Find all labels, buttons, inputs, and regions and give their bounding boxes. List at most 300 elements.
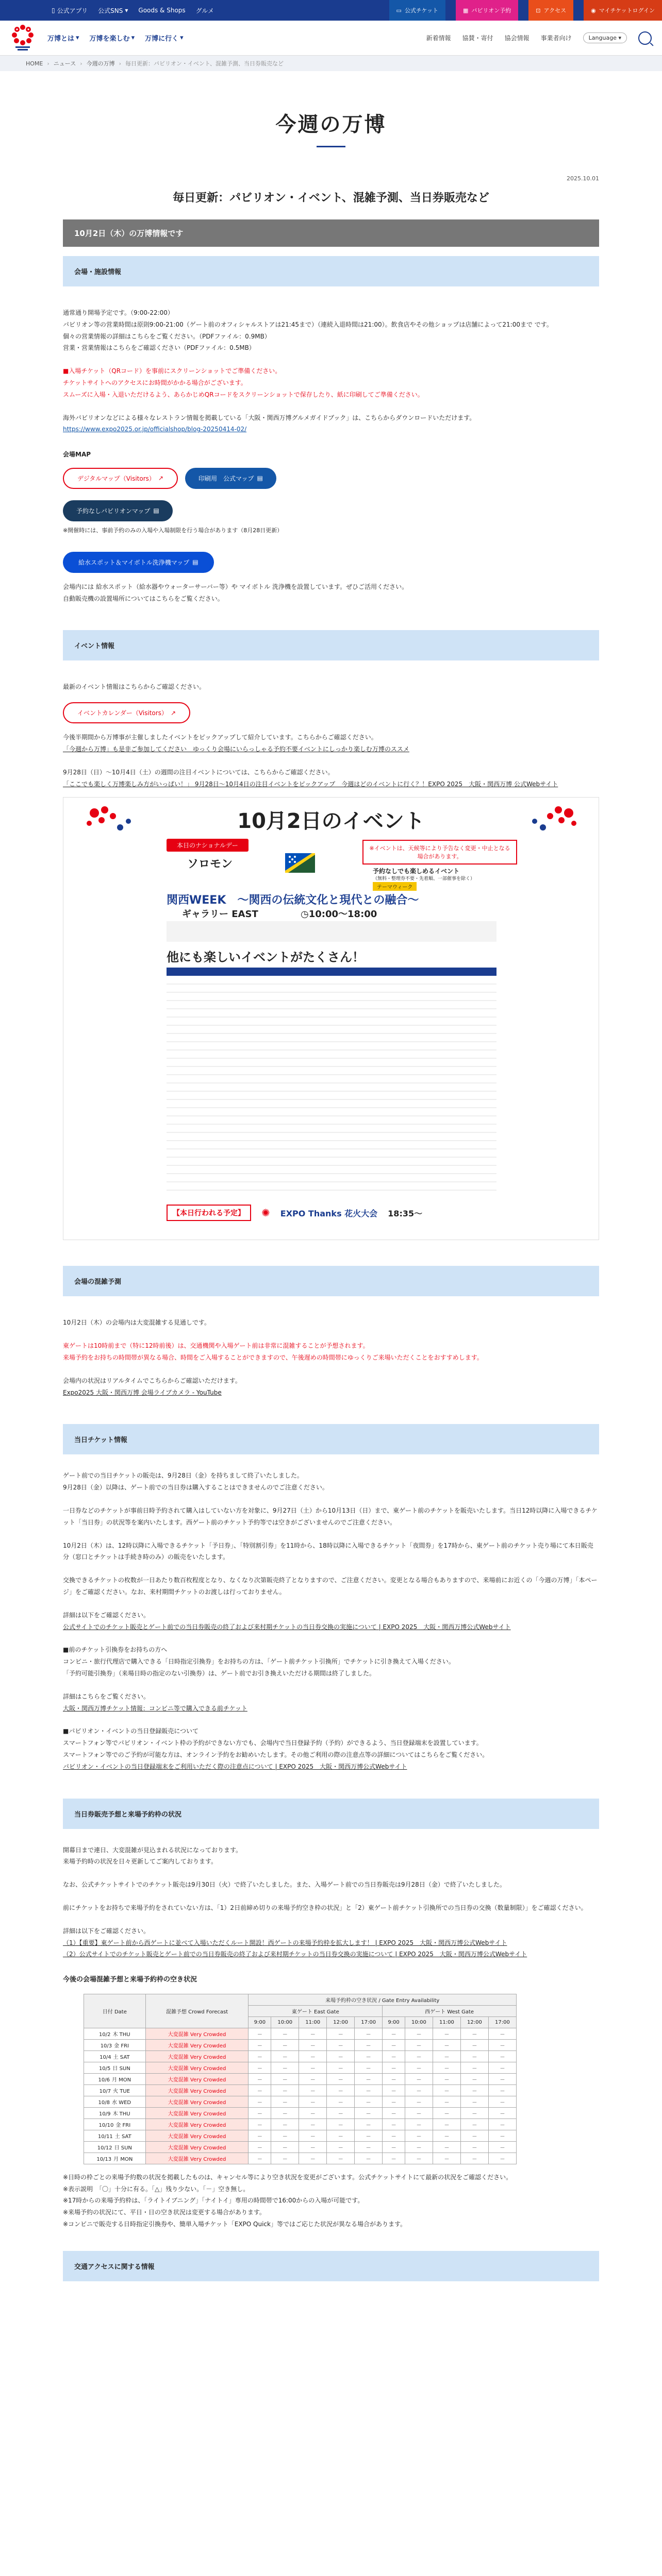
row-date-weekday: 水 WED [112, 2099, 131, 2106]
availability-cell: － [355, 2107, 383, 2119]
topbar-sns[interactable]: 公式SNS ▾ [98, 7, 128, 14]
topbar-official-app[interactable]: ▯ 公式アプリ [52, 7, 88, 14]
availability-cell: － [460, 2107, 488, 2119]
row-crowd: 大変混雑 Very Crowded [145, 2096, 249, 2107]
availability-cell: － [271, 2119, 299, 2130]
chevron-down-icon: ▾ [125, 7, 128, 14]
search-icon[interactable] [638, 31, 652, 45]
availability-cell: － [488, 2084, 516, 2096]
time-header: 10:00 [271, 2016, 299, 2028]
time-header: 11:00 [433, 2016, 460, 2028]
firework-icon: ✺ [261, 1207, 270, 1219]
poster-closing-label: 【本日行われる予定】 [167, 1205, 251, 1221]
water-note: 会場内には 給水スポット（給水器やウォーターサーバー等）や マイボトル 洗浄機を設置しています。ぜひご活用ください。 [63, 583, 408, 590]
qr-warning: スムーズに入場・入退いただけるよう、あらかじめQRコードをスクリーンショットで保存したり、紙に印刷してご準備ください。 [63, 391, 424, 398]
availability-cell: － [488, 2073, 516, 2084]
availability-cell: － [355, 2119, 383, 2130]
print-map-button[interactable]: 印刷用 公式マップ ▤ [185, 468, 276, 489]
availability-cell: － [488, 2107, 516, 2119]
gate-section [63, 1844, 599, 1961]
ticket-text: ■前のチケット引換券をお持ちの方へ [63, 1646, 168, 1654]
availability-cell: － [460, 2141, 488, 2153]
row-crowd: 大変混雑 Very Crowded [145, 2141, 249, 2153]
availability-cell: － [383, 2050, 405, 2062]
availability-cell: － [299, 2107, 327, 2119]
article-headline: 毎日更新：パビリオン・イベント、混雑予測、当日券販売など [173, 192, 489, 205]
availability-cell: － [299, 2130, 327, 2141]
top-utility-bar [0, 0, 662, 21]
availability-cell: － [327, 2039, 355, 2050]
ticket-text: 詳細はこちらをご覧ください。 [63, 1692, 150, 1700]
row-date [84, 2096, 146, 2107]
row-crowd: 大変混雑 Very Crowded [145, 2119, 249, 2130]
event-calendar-button[interactable]: イベントカレンダー（Visitors） ↗ [63, 702, 190, 723]
national-day-country: ソロモン [187, 858, 233, 871]
chevron-right-icon: › [47, 60, 49, 67]
row-date-weekday: 木 THU [112, 2111, 130, 2117]
qr-warning: チケットサイトへのアクセスにお時間がかかる場合がございます。 [63, 379, 247, 386]
ticket-link[interactable]: パビリオン・イベントの当日登録端末をご利用いただく際の注意点について | EXPO 2025 大阪・関西万博公式Webサイト [63, 1762, 407, 1770]
availability-cell: － [383, 2039, 405, 2050]
availability-cell: － [299, 2153, 327, 2164]
poster-other-events: 他にも楽しいイベントがたくさん！ [167, 950, 365, 965]
table-row [84, 2130, 517, 2141]
row-crowd: 大変混雑 Very Crowded [145, 2073, 249, 2084]
row-date-day: 10/8 [98, 2099, 110, 2106]
availability-cell: － [299, 2062, 327, 2073]
topbar-ticket-button[interactable]: ▭ 公式チケット [389, 0, 445, 21]
availability-cell: － [488, 2119, 516, 2130]
availability-cell: － [249, 2062, 271, 2073]
row-date [84, 2039, 146, 2050]
ticket-text: 詳細は以下をご確認ください。 [63, 1611, 150, 1619]
availability-cell: － [249, 2107, 271, 2119]
availability-cell: － [433, 2096, 460, 2107]
events-text: 今後半期間から万博事が主催しましたイベントをピックアップして紹介しています。こちらからご確認ください。 [63, 734, 377, 741]
availability-cell: － [488, 2153, 516, 2164]
gourmet-guide-link[interactable]: https://www.expo2025.or.jp/officialshop/blog-20250414-02/ [63, 426, 247, 433]
row-crowd: 大変混雑 Very Crowded [145, 2028, 249, 2039]
availability-cell: － [355, 2062, 383, 2073]
row-crowd: 大変混雑 Very Crowded [145, 2153, 249, 2164]
availability-cell: － [271, 2096, 299, 2107]
availability-cell: － [488, 2039, 516, 2050]
availability-cell: － [327, 2119, 355, 2130]
gate-text: 前にチケットをお持ちで来場予約をされていない方は、「1）2日前締め切りの来場予約空き枠の状況」と「2）東ゲート前チケット引換所での当日券の交換（数量制限）」をご確認ください。 [63, 1904, 587, 1911]
availability-cell: － [249, 2084, 271, 2096]
table-row [84, 2084, 517, 2096]
availability-cell: － [249, 2073, 271, 2084]
row-date [84, 2073, 146, 2084]
reservation-notes [63, 2172, 599, 2230]
availability-cell: － [433, 2084, 460, 2096]
crowd-warning: 東ゲートは10時前まで（特に12時前後）は、交通機関や入場ゲート前は非常に混雑することが予想されます。 [63, 1342, 369, 1350]
poster-theme-week: テーマウィーク [373, 882, 417, 891]
availability-cell: － [405, 2073, 433, 2084]
row-date [84, 2028, 146, 2039]
reservation-note: ※日時の枠ごとの来場予約数の状況を掲載したものは、キャンセル等により空き状況を変更がございます。公式チケットサイトにて最新の状況をご確認ください。 [63, 2173, 512, 2181]
row-date [84, 2050, 146, 2062]
topbar-login-button[interactable]: ◉ マイチケットログイン [584, 0, 662, 21]
national-day-label: 本日のナショナルデー [167, 839, 249, 852]
availability-cell: － [271, 2039, 299, 2050]
availability-cell: － [433, 2141, 460, 2153]
nav-enjoy-expo[interactable]: 万博を楽しむ ▾ [89, 34, 135, 43]
topbar-gourmet[interactable]: グルメ [195, 7, 214, 14]
hours-line: 通常通り開場予定です。（9:00-22:00） [63, 309, 174, 316]
availability-cell: － [355, 2028, 383, 2039]
gourmet-guide-text: 海外パビリオンなどによる様々なレストラン情報を掲載している「大阪・関西万博グルメガイドブック」は、こちらからダウンロードいただけます。 [63, 414, 476, 421]
ticket-text: 「予約可能引換券」（来場日時の指定のない引換券）は、ゲート前でお引き換えいただける期間は終了しました。 [63, 1669, 376, 1677]
poster-title: 10月2日のイベント [237, 809, 425, 834]
ticket-link[interactable]: 大阪・関西万博チケット情報：コンビニ等で購入できる前チケット [63, 1704, 247, 1712]
poster-fireworks: EXPO Thanks 花火大会 [280, 1208, 378, 1218]
section-events-heading: イベント情報 [63, 630, 599, 660]
availability-cell: － [271, 2141, 299, 2153]
availability-cell: － [383, 2028, 405, 2039]
topbar-goods[interactable]: Goods & Shops [138, 7, 186, 14]
availability-cell: － [355, 2153, 383, 2164]
availability-cell: － [488, 2096, 516, 2107]
crowd-text: 10月2日（木）の会場内は大変混雑する見通しです。 [63, 1319, 210, 1327]
ticket-text: 9月28日（金）以降は、ゲート前での当日券は購入することはできませんのでご注意ください。 [63, 1484, 328, 1492]
time-header: 11:00 [299, 2016, 327, 2028]
table-row [84, 2050, 517, 2062]
availability-cell: － [249, 2141, 271, 2153]
nav-about-expo[interactable]: 万博とは ▾ [47, 34, 79, 43]
availability-cell: － [405, 2141, 433, 2153]
availability-cell: － [271, 2084, 299, 2096]
poster-description [167, 921, 496, 942]
clock-icon: ◷ [301, 909, 309, 920]
row-date-weekday: 土 SAT [113, 2054, 130, 2060]
availability-cell: － [299, 2073, 327, 2084]
gate-text: 来場予約時の状況を日々更新してご案内しております。 [63, 1858, 218, 1866]
availability-cell: － [383, 2096, 405, 2107]
availability-cell: － [271, 2050, 299, 2062]
topbar-access-button[interactable]: ⊡ アクセス [528, 0, 573, 21]
col-date: 日付 Date [84, 1994, 146, 2028]
availability-cell: － [405, 2084, 433, 2096]
event-poster [63, 797, 599, 1240]
table-row [84, 2153, 517, 2164]
reservation-note: ※コンビニで販売する日時指定引換券や、簡単入場チケット「EXPO Quick」等ではご応じた状況が異なる場合があります。 [63, 2221, 407, 2228]
breadcrumb-current: 毎日更新：パビリオン・イベント、混雑予測、当日券販売など [125, 60, 284, 67]
hours-line[interactable]: 個々の営業情報の詳細はこちらをご覧ください。（PDFファイル：0.9MB） [63, 332, 271, 340]
poster-schedule-table [167, 968, 496, 1194]
user-icon: ◉ [591, 7, 596, 14]
availability-cell: － [299, 2084, 327, 2096]
events-text: 最新のイベント情報はこちらからご確認ください。 [63, 683, 206, 691]
row-date-day: 10/5 [98, 2065, 111, 2072]
table-row [84, 2107, 517, 2119]
row-date-day: 10/3 [100, 2043, 112, 2049]
availability-cell: － [383, 2062, 405, 2073]
gate-text: 開幕日まで連日、大変混雑が見込まれる状況になっております。 [63, 1846, 242, 1854]
row-date [84, 2130, 146, 2141]
availability-cell: － [271, 2107, 299, 2119]
row-crowd: 大変混雑 Very Crowded [145, 2084, 249, 2096]
table-row [84, 2062, 517, 2073]
row-date-day: 10/10 [98, 2122, 114, 2128]
availability-cell: － [327, 2107, 355, 2119]
site-header [0, 21, 662, 56]
hours-line[interactable]: 営業・営業情報はこちらをご確認ください（PDFファイル：0.5MB） [63, 344, 255, 352]
col-east: 東ゲート East Gate [249, 2005, 383, 2016]
row-date-day: 10/7 [99, 2088, 111, 2094]
ticket-text: 一日券などのチケットが事前日時予約されて購入はしていない方を対象に、9月27日（土）から10月13日（日）まで、東ゲート前のチケットを販売いたします。当日12時以降に入場できるチケット「当日券」の状況等を案内いたします。西ゲート前のチケット予約等では空きがございませんのでご注意ください。 [63, 1507, 598, 1526]
availability-cell: － [355, 2141, 383, 2153]
nav-association[interactable]: 協会情報 [504, 35, 529, 42]
row-date [84, 2107, 146, 2119]
pdf-icon: ▤ [192, 558, 198, 566]
availability-cell: － [433, 2050, 460, 2062]
table-row [84, 2028, 517, 2039]
availability-cell: － [249, 2130, 271, 2141]
availability-cell: － [460, 2096, 488, 2107]
availability-cell: － [355, 2050, 383, 2062]
poster-time: ◷10:00～18:00 [301, 909, 377, 920]
row-date [84, 2062, 146, 2073]
article-body [63, 175, 599, 2281]
section-crowd-heading: 会場の混雑予測 [63, 1266, 599, 1296]
gate-link[interactable]: （1）【重要】東ゲート前から西ゲートに並べて入場いただくルート開設！西ゲートの来場予約枠を拡大します！ | EXPO 2025 大阪・関西万博公式Webサイト [63, 1939, 507, 1946]
row-date-day: 10/11 [97, 2133, 113, 2140]
solomon-flag-icon [285, 853, 315, 873]
table-row [84, 2096, 517, 2107]
events-link[interactable]: 「今週から万博」も是非ご参加してください ゆっくり会場にいらっしゃる予約不要イベントにしっかり楽しむ万博のススメ [63, 745, 409, 753]
poster-free-events: 予約なしでも楽しめるイベント [373, 868, 460, 875]
poster-footer [167, 1205, 422, 1221]
section-hours-heading: 会場・施設情報 [63, 256, 599, 286]
poster-free-events-note: （無料・整理券不要・先着順、一部催事を除く） [373, 876, 475, 882]
row-date-weekday: 金 FRI [114, 2043, 129, 2049]
availability-cell: － [355, 2130, 383, 2141]
availability-cell: － [327, 2130, 355, 2141]
poster-notice: ※イベントは、天候等により予告なく変更・中止となる場合があります。 [362, 840, 517, 865]
availability-cell: － [433, 2073, 460, 2084]
topbar-reservation-button[interactable]: ▦ パビリオン予約 [456, 0, 518, 21]
availability-cell: － [460, 2028, 488, 2039]
availability-cell: － [488, 2062, 516, 2073]
availability-cell: － [383, 2130, 405, 2141]
availability-cell: － [460, 2050, 488, 2062]
availability-cell: － [299, 2119, 327, 2130]
row-date-weekday: 金 FRI [115, 2122, 131, 2128]
row-date-day: 10/13 [96, 2156, 112, 2162]
row-crowd: 大変混雑 Very Crowded [145, 2050, 249, 2062]
row-date-weekday: 日 SUN [112, 2065, 130, 2072]
availability-cell: － [327, 2050, 355, 2062]
nav-news[interactable]: 新着情報 [426, 35, 451, 42]
availability-cell: － [488, 2028, 516, 2039]
reservation-title: 今後の会場混雑予想と来場予約枠の空き状況 [63, 1976, 197, 1984]
gate-text: 詳細は以下をご確認ください。 [63, 1927, 150, 1935]
ticket-text: ■パビリオン・イベントの当日登録販売について [63, 1727, 198, 1735]
availability-cell: － [271, 2130, 299, 2141]
external-link-icon: ↗ [170, 709, 176, 717]
availability-cell: － [355, 2039, 383, 2050]
availability-cell: － [460, 2130, 488, 2141]
breadcrumb [0, 56, 662, 71]
row-date-day: 10/6 [98, 2077, 110, 2083]
availability-cell: － [327, 2096, 355, 2107]
gate-link[interactable]: （2）公式サイトでのチケット販売とゲート前での当日券販売の終了および来村期チケットの当日券交換の実施について | EXPO 2025 大阪・関西万博公式Webサイト [63, 1951, 527, 1958]
vending-note[interactable]: 自動販売機の設置場所についてはこちらをご覧ください。 [63, 595, 224, 602]
row-date [84, 2153, 146, 2164]
chevron-down-icon: ▾ [131, 34, 135, 42]
row-crowd: 大変混雑 Very Crowded [145, 2062, 249, 2073]
poster-kansai-week: 関西WEEK 〜関西の伝統文化と現代との融合〜 [167, 894, 419, 907]
water-spot-map-button[interactable]: 給水スポット＆マイボトル洗浄機マップ ▤ [63, 552, 214, 573]
availability-cell: － [383, 2141, 405, 2153]
ticket-icon: ▭ [396, 7, 402, 14]
availability-cell: － [327, 2084, 355, 2096]
row-date-weekday: 土 SAT [114, 2133, 131, 2140]
availability-cell: － [405, 2130, 433, 2141]
row-date-weekday: 日 SUN [114, 2145, 132, 2151]
row-date-weekday: 月 MON [113, 2156, 133, 2162]
availability-cell: － [271, 2028, 299, 2039]
chevron-right-icon: › [119, 60, 122, 67]
table-row [84, 2119, 517, 2130]
availability-cell: － [327, 2062, 355, 2073]
ticket-text: 交換できるチケットの枚数が一日あたり数百枚程度となり、なくなり次第販売終了となりますので、ご注意ください。変更となる場合もありますので、来場前にお近くの「今週の万博」「本ページ」をご確認ください。なお、来村期間チケットのお渡しは行っておりません。 [63, 1577, 598, 1596]
breadcrumb-news[interactable]: ニュース [53, 60, 76, 67]
availability-cell: － [299, 2028, 327, 2039]
chevron-right-icon: › [80, 60, 82, 67]
table-row [84, 2073, 517, 2084]
page-title: 今週の万博 [275, 113, 387, 137]
time-header: 9:00 [383, 2016, 405, 2028]
breadcrumb-home[interactable]: HOME [26, 60, 43, 67]
col-west: 西ゲート West Gate [383, 2005, 517, 2016]
availability-cell: － [249, 2050, 271, 2062]
gate-text: なお、公式チケットサイトでのチケット販売は9月30日（火）で終了いたしました。また、入場ゲート前での当日券販売は9月28日（金）で終了いたしました。 [63, 1881, 506, 1889]
row-crowd: 大変混雑 Very Crowded [145, 2107, 249, 2119]
section-ticket-heading: 当日チケット情報 [63, 1424, 599, 1454]
train-icon: ⊡ [536, 7, 541, 14]
availability-cell: － [383, 2119, 405, 2130]
noresv-map [63, 500, 599, 536]
availability-cell: － [271, 2062, 299, 2073]
availability-cell: － [433, 2107, 460, 2119]
availability-cell: － [405, 2153, 433, 2164]
row-crowd: 大変混雑 Very Crowded [145, 2130, 249, 2141]
crowd-text: 会場内の状況はリアルタイムでこちらからご確認いただけます。 [63, 1377, 241, 1384]
poster-gallery: ギャラリー EAST [182, 909, 258, 920]
availability-cell: － [405, 2107, 433, 2119]
noresv-note: ※開催時には、事前予約のみの入場や入場制限を行う場合があります（8月28日更新） [63, 527, 283, 534]
no-reservation-map-button[interactable]: 予約なしパビリオンマップ ▤ [63, 500, 173, 521]
availability-cell: － [327, 2141, 355, 2153]
reservation-note: ※来場予約の状況にて、平日・日の空き状況は変更する場合があります。 [63, 2209, 266, 2216]
expo-logo-mark [10, 24, 35, 52]
availability-cell: － [405, 2062, 433, 2073]
availability-cell: － [460, 2073, 488, 2084]
ticket-link[interactable]: 公式サイトでのチケット販売とゲート前での当日券販売の終了および来村期チケットの当日券交換の実施について | EXPO 2025 大阪・関西万博公式Webサイト [63, 1623, 511, 1631]
availability-cell: － [383, 2107, 405, 2119]
availability-cell: － [249, 2039, 271, 2050]
row-date [84, 2119, 146, 2130]
row-date-weekday: 木 THU [112, 2031, 130, 2038]
hours-section [63, 307, 599, 435]
expo-logo[interactable] [10, 24, 35, 52]
language-selector[interactable]: Language ▾ [583, 32, 627, 43]
events-calendar [63, 702, 599, 723]
col-group: 来場予約枠の空き状況 / Gate Entry Availability [249, 1994, 517, 2005]
row-crowd: 大変混雑 Very Crowded [145, 2039, 249, 2050]
crowd-livecam-link[interactable]: Expo2025 大阪・関西万博 会場ライブカメラ - YouTube [63, 1388, 222, 1396]
digital-map-button[interactable]: デジタルマップ（Visitors） ↗ [63, 468, 178, 489]
availability-cell: － [405, 2096, 433, 2107]
availability-cell: － [405, 2050, 433, 2062]
availability-cell: － [433, 2130, 460, 2141]
availability-cell: － [355, 2096, 383, 2107]
events-text: 9月28日（日）～10月4日（土）の週間の注目イベントについては、こちらからご確認ください。 [63, 768, 334, 776]
availability-cell: － [433, 2062, 460, 2073]
pdf-icon: ▤ [257, 474, 263, 482]
table-row [84, 2141, 517, 2153]
phone-icon: ▯ [52, 7, 55, 14]
availability-cell: － [327, 2028, 355, 2039]
reservation-note: ※表示説明 「〇」十分に有る。「△」残り少ない。「－」空き無し。 [63, 2185, 250, 2193]
hours-line: パビリオン等の営業時間は原則9:00-21:00（ゲート前のオフィシャルストアは21:45まで）（連続入退時間は21:00）。飲食店やその他ショップは店舗によって21:00まで です。 [63, 320, 553, 328]
table-row [84, 2039, 517, 2050]
availability-cell: － [405, 2119, 433, 2130]
availability-cell: － [433, 2119, 460, 2130]
time-header: 10:00 [405, 2016, 433, 2028]
title-underline [317, 146, 345, 147]
availability-cell: － [460, 2153, 488, 2164]
availability-cell: － [327, 2073, 355, 2084]
pdf-icon: ▤ [153, 507, 159, 515]
row-date-day: 10/4 [100, 2054, 111, 2060]
map-label: 会場MAP [63, 451, 91, 459]
nav-business[interactable]: 事業者向け [540, 35, 572, 42]
poster-fireworks-time: 18:35〜 [388, 1208, 423, 1218]
nav-visit-expo[interactable]: 万博に行く ▾ [145, 34, 184, 43]
nav-sponsorship[interactable]: 協賛・寄付 [462, 35, 493, 42]
availability-cell: － [355, 2073, 383, 2084]
header-right-nav [426, 31, 652, 45]
availability-cell: － [299, 2050, 327, 2062]
ticket-text: ゲート前での当日チケットの販売は、9月28日（金）を持ちまして終了いたしました。 [63, 1472, 303, 1480]
availability-cell: － [460, 2039, 488, 2050]
chevron-down-icon: ▾ [180, 34, 184, 42]
events-link[interactable]: 「ここでも楽しく万博楽しみ方がいっぱい！」 9月28日～10月4日の注目イベントをピックアップ 今週はどのイベントに行く？！EXPO 2025 大阪・関西万博 公式Webサイト [63, 780, 558, 788]
availability-cell: － [327, 2153, 355, 2164]
availability-cell: － [383, 2073, 405, 2084]
availability-cell: － [460, 2062, 488, 2073]
map-buttons [63, 468, 599, 489]
availability-cell: － [460, 2084, 488, 2096]
calendar-icon: ▦ [462, 7, 469, 14]
breadcrumb-weekly[interactable]: 今週の万博 [86, 60, 115, 67]
availability-cell: － [405, 2028, 433, 2039]
section-access-heading: 交通アクセスに関する情報 [63, 2251, 599, 2281]
time-header: 17:00 [488, 2016, 516, 2028]
row-date-weekday: 月 MON [111, 2077, 131, 2083]
ticket-text: コンビニ・旅行代理店で購入できる「日時指定引換券」をお持ちの方は、「ゲート前チケット引換所」でチケットに引き換えて入場ください。 [63, 1658, 455, 1666]
availability-cell: － [433, 2028, 460, 2039]
crowd-warning: 来場予約をお持ちの時間帯が異なる場合、時間をご入場することができますので、午後遅めの時間帯にゆっくりご来場いただくことをおすすめします。 [63, 1354, 483, 1362]
reservation-table [84, 1994, 517, 2164]
time-header: 9:00 [249, 2016, 271, 2028]
availability-cell: － [299, 2039, 327, 2050]
ticket-section [63, 1470, 599, 1772]
availability-cell: － [249, 2096, 271, 2107]
